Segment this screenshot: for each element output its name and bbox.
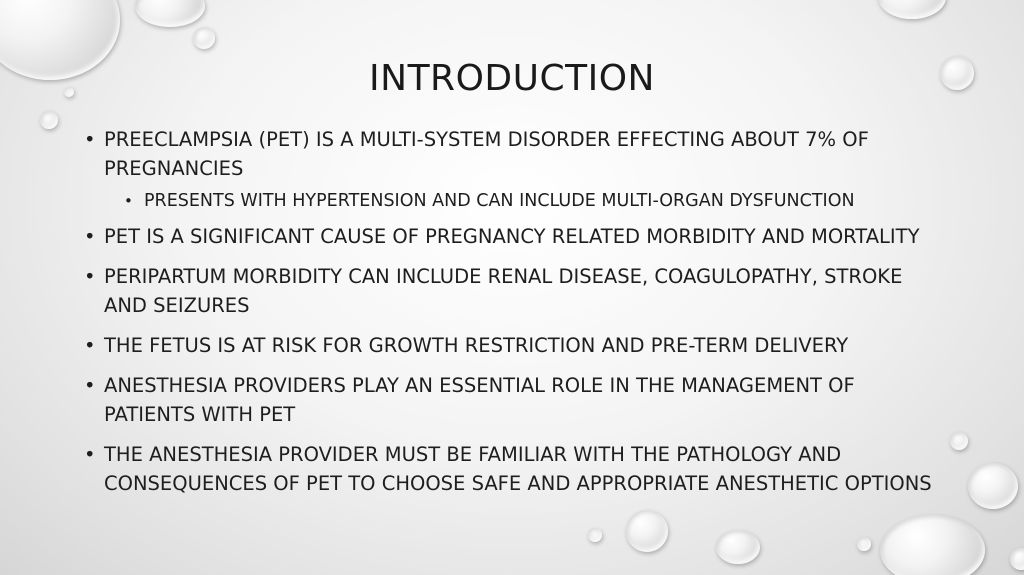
bullet-item: • PREECLAMPSIA (PET) IS A MULTI-SYSTEM DISORDER EFFECTING ABOUT 7% OF PREGNANCIES: [84, 125, 944, 183]
slide-title: INTRODUCTION: [369, 58, 655, 99]
bullet-item: • THE FETUS IS AT RISK FOR GROWTH RESTRICTION AND PRE-TERM DELIVERY: [84, 331, 944, 360]
water-drop-decoration: [626, 510, 668, 552]
bullet-item: • THE ANESTHESIA PROVIDER MUST BE FAMILIAR WITH THE PATHOLOGY AND CONSEQUENCES OF PET TO CHOOSE SAFE AND APPROPRIATE ANESTHETIC OPTIONS: [84, 440, 944, 498]
bullet-item: • PERIPARTUM MORBIDITY CAN INCLUDE RENAL DISEASE, COAGULOPATHY, STROKE AND SEIZURES: [84, 262, 944, 320]
water-drop-decoration: [716, 530, 760, 564]
water-drop-decoration: [857, 537, 871, 551]
water-drop-decoration: [588, 528, 602, 542]
water-drop-decoration: [135, 0, 205, 27]
water-drop-decoration: [968, 463, 1018, 509]
water-drop-decoration: [878, 0, 946, 19]
water-drop-decoration: [40, 111, 58, 129]
bullet-list: [84, 125, 944, 509]
sub-bullet-item: • PRESENTS WITH HYPERTENSION AND CAN INCLUDE MULTI-ORGAN DYSFUNCTION: [124, 188, 944, 214]
water-drop-decoration: [880, 515, 985, 575]
water-drop-decoration: [1010, 548, 1024, 570]
bullet-item: • PET IS A SIGNIFICANT CAUSE OF PREGNANCY RELATED MORBIDITY AND MORTALITY: [84, 222, 944, 251]
water-drop-decoration: [950, 432, 968, 450]
water-drop-decoration: [193, 27, 215, 49]
bullet-item: • ANESTHESIA PROVIDERS PLAY AN ESSENTIAL ROLE IN THE MANAGEMENT OF PATIENTS WITH PET: [84, 371, 944, 429]
